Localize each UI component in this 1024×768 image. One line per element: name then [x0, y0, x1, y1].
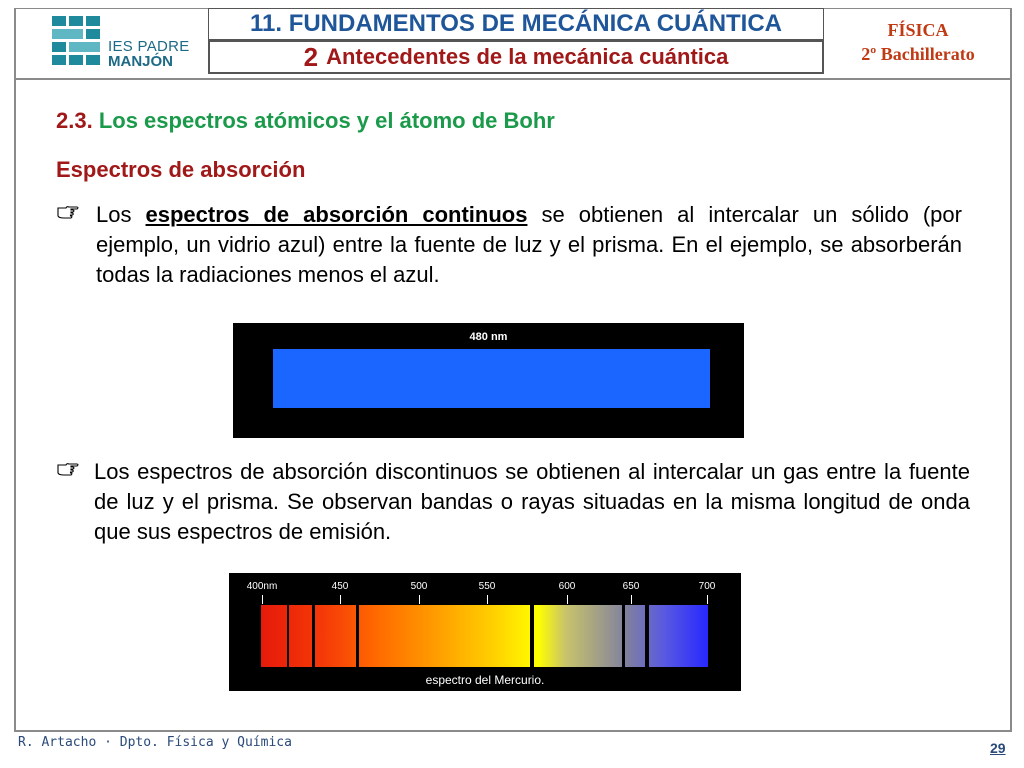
absorption-line: [356, 605, 359, 667]
wavelength-tick-label: 700: [698, 581, 716, 592]
page-number: 29: [990, 740, 1006, 756]
wavelength-tick-label: 450: [331, 581, 349, 592]
section-heading: [56, 108, 555, 134]
subject-label: [830, 18, 1006, 66]
frame-right-border: [1010, 8, 1012, 730]
wavelength-tick: [262, 595, 263, 604]
wavelength-label: 480 nm: [469, 331, 508, 343]
continuous-absorption-spectrum: [233, 323, 744, 438]
absorption-line: [312, 605, 315, 667]
bullet-text: Los espectros de absorción discontinuos se obtienen al intercalar un gas entre la fuente de luz y el prisma. Se observan bandas o rayas situadas en la misma longitud de onda que sus espectros de emisión.: [94, 459, 970, 544]
course-level: 2º Bachillerato: [861, 44, 975, 64]
wavelength-tick: [487, 595, 488, 604]
subject-name: FÍSICA: [887, 20, 949, 40]
subtitle-number: 2: [303, 41, 319, 72]
wavelength-tick: [631, 595, 632, 604]
mercury-absorption-spectrum: [229, 573, 741, 691]
bullet-discontinuous-absorption: [56, 457, 970, 547]
header-divider: [14, 78, 1012, 80]
blue-transmission-band: [273, 349, 710, 408]
bullet1-highlight: espectros de absorción continuos: [145, 202, 528, 227]
absorption-line: [287, 605, 289, 667]
subtitle-text: Antecedentes de la mecánica cuántica: [326, 44, 729, 69]
footer-divider: [14, 730, 1012, 732]
school-logo-grid-icon: [52, 16, 102, 68]
wavelength-tick: [419, 595, 420, 604]
school-logo: [52, 16, 190, 70]
pointing-hand-icon: [56, 459, 80, 479]
absorption-line: [530, 605, 534, 667]
slide-subtitle: [208, 40, 824, 74]
wavelength-tick-label: 650: [622, 581, 640, 592]
frame-left-border: [14, 8, 16, 730]
spectrum-caption: espectro del Mercurio.: [425, 673, 545, 687]
wavelength-tick-label: 550: [478, 581, 496, 592]
logo-text-line1: IES PADRE: [108, 38, 190, 55]
wavelength-tick-label: 500: [410, 581, 428, 592]
absorption-line: [622, 605, 625, 667]
spectrum-gradient-band: [261, 605, 708, 667]
wavelength-tick: [707, 595, 708, 604]
wavelength-tick: [340, 595, 341, 604]
bullet1-post: se obtienen al intercalar un sólido (por ejemplo, un vidrio azul) entre la fuente de luz y el prisma. En el ejemplo, se absorberán todas la radiaciones menos el azul.: [96, 202, 962, 287]
wavelength-tick-label: 600: [558, 581, 576, 592]
logo-text-line2: MANJÓN: [108, 53, 174, 70]
absorption-line: [645, 605, 649, 667]
wavelength-tick: [567, 595, 568, 604]
pointing-hand-icon: [56, 202, 80, 222]
section-number: 2.3.: [56, 108, 93, 133]
footer-author: R. Artacho · Dpto. Física y Química: [18, 735, 292, 750]
section-title-text: Los espectros atómicos y el átomo de Bohr: [98, 108, 555, 133]
bullet1-pre: Los: [96, 202, 132, 227]
subsection-heading: Espectros de absorción: [56, 157, 306, 182]
wavelength-tick-label: 400nm: [246, 581, 278, 592]
bullet-text: [96, 200, 962, 290]
slide-title: 11. FUNDAMENTOS DE MECÁNICA CUÁNTICA: [208, 8, 824, 40]
bullet-continuous-absorption: [56, 200, 962, 290]
